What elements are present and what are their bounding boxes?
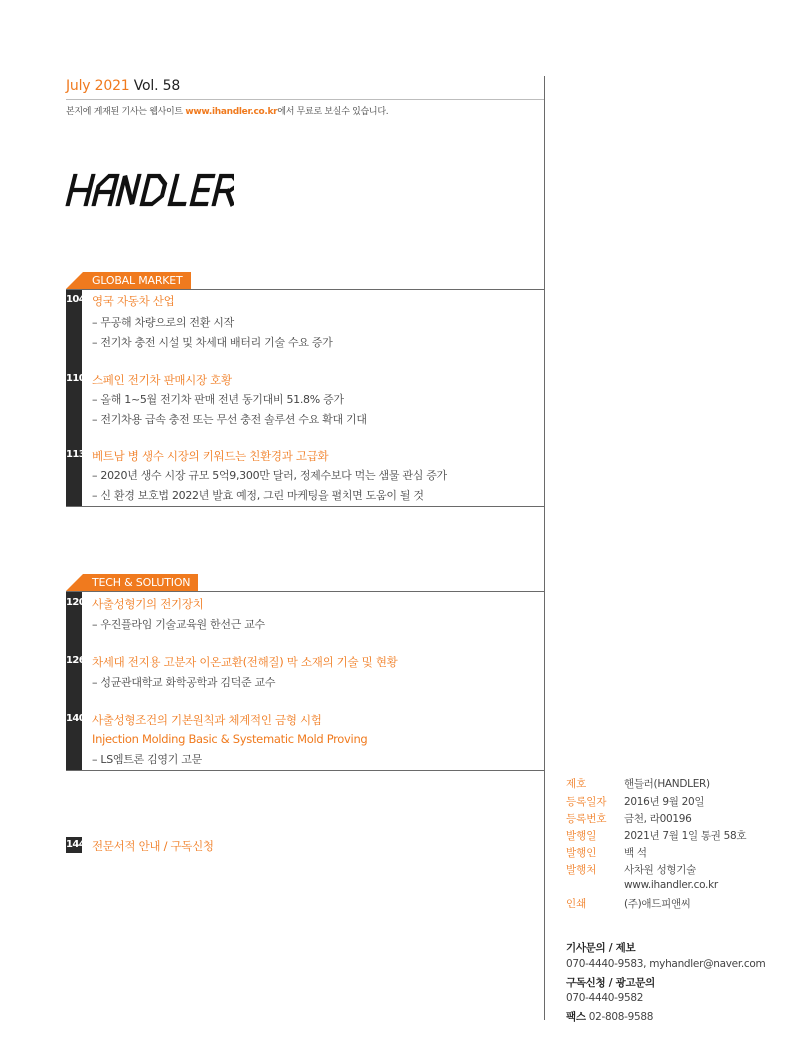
notice-text-pre: 본지에 게재된 기사는 웹사이트 — [66, 107, 186, 117]
colophon-key: 발행인 — [566, 847, 597, 859]
article-subtitle: – 무공해 차량으로의 전환 시작 — [92, 316, 234, 329]
article-title[interactable]: 스페인 전기차 판매시장 호황 — [92, 373, 232, 387]
contact-label: 기사문의 / 제보 — [566, 942, 636, 954]
tag-notch — [66, 574, 83, 591]
article-subtitle: – 전기차 충전 시설 및 차세대 배터리 기술 수요 증가 — [92, 336, 333, 349]
article-title[interactable]: 사출성형조건의 기본원칙과 체계적인 금형 시험 — [92, 713, 322, 727]
contact-label: 구독신청 / 광고문의 — [566, 977, 655, 989]
web-notice — [66, 104, 388, 117]
colophon-key: 등록번호 — [566, 813, 607, 825]
article-title-english[interactable]: Injection Molding Basic & Systematic Mold Proving — [92, 732, 368, 746]
colophon-value: 금천, 라00196 — [624, 813, 692, 825]
contact-value: 070-4440-9582 — [566, 992, 644, 1004]
vertical-divider — [544, 76, 545, 1020]
colophon-key: 발행일 — [566, 830, 597, 842]
header-rule — [66, 99, 544, 100]
article-subtitle: – LS엠트론 김영기 고문 — [92, 753, 202, 766]
colophon-value: 2021년 7월 1일 통권 58호 — [624, 830, 747, 842]
page-number: 144 — [66, 837, 82, 853]
page-number: 104 — [66, 294, 86, 305]
page-number: 120 — [66, 597, 86, 608]
section-side-bar — [66, 290, 86, 506]
colophon-key: 인쇄 — [566, 898, 587, 910]
section-tag-tech-solution — [66, 574, 198, 591]
section-top-rule — [66, 289, 544, 290]
colophon-value: 2016년 9월 20일 — [624, 796, 705, 808]
article-subtitle: – 전기차용 급속 충전 또는 무선 충전 솔루션 수요 확대 기대 — [92, 413, 367, 426]
article-subtitle: – 성균관대학교 화학공학과 김덕준 교수 — [92, 676, 276, 689]
section-bottom-rule — [66, 770, 544, 771]
section-side-bar — [66, 592, 86, 770]
page-number: 113 — [66, 449, 86, 460]
page-number: 110 — [66, 373, 86, 384]
issue-month: July — [66, 78, 91, 94]
colophon-value: 핸들러(HANDLER) — [624, 778, 710, 790]
article-subtitle: – 2020년 생수 시장 규모 5억9,300만 달러, 정제수보다 먹는 샘물 관심 증가 — [92, 469, 447, 482]
colophon-key: 등록일자 — [566, 796, 607, 808]
page-number: 126 — [66, 655, 86, 666]
notice-text-post: 에서 무료로 보실수 있습니다. — [277, 107, 389, 117]
notice-url[interactable]: www.ihandler.co.kr — [185, 107, 278, 117]
colophon-value: 사차원 성형기술 — [624, 864, 696, 876]
page-number: 140 — [66, 713, 86, 724]
colophon-key: 제호 — [566, 778, 587, 790]
section-tag-label: TECH & SOLUTION — [92, 576, 191, 589]
section-tag-global-market — [66, 272, 191, 289]
contact-value[interactable]: 070-4440-9583, myhandler@naver.com — [566, 958, 766, 970]
fax-label: 팩스 — [566, 1011, 586, 1023]
colophon-value: 백 석 — [624, 847, 647, 859]
article-title[interactable]: 차세대 전지용 고분자 이온교환(전해질) 막 소재의 기술 및 현황 — [92, 655, 398, 669]
article-subtitle: – 올해 1~5월 전기차 판매 전년 동기대비 51.8% 증가 — [92, 393, 344, 406]
colophon-value: (주)애드피앤씨 — [624, 898, 691, 910]
subscription-link[interactable]: 전문서적 안내 / 구독신청 — [92, 839, 214, 853]
article-title[interactable]: 사출성형기의 전기장치 — [92, 597, 204, 611]
issue-info — [66, 78, 180, 94]
article-title[interactable]: 베트남 병 생수 시장의 키워드는 친환경과 고급화 — [92, 449, 329, 463]
issue-year: 2021 — [94, 78, 130, 94]
tag-notch — [66, 272, 83, 289]
colophon-website[interactable]: www.ihandler.co.kr — [624, 879, 718, 891]
section-top-rule — [66, 591, 544, 592]
article-subtitle: – 신 환경 보호법 2022년 발효 예정, 그린 마케팅을 펼치면 도움이 될 것 — [92, 489, 424, 502]
section-bottom-rule — [66, 506, 544, 507]
section-tag-label: GLOBAL MARKET — [92, 274, 183, 287]
colophon-key: 발행처 — [566, 864, 597, 876]
article-subtitle: – 우진플라임 기술교육원 한선근 교수 — [92, 618, 265, 631]
fax-value: 02-808-9588 — [588, 1011, 654, 1023]
article-title[interactable]: 영국 자동차 산업 — [92, 294, 175, 308]
issue-volume: Vol. 58 — [133, 78, 181, 94]
handler-logo — [64, 172, 234, 212]
